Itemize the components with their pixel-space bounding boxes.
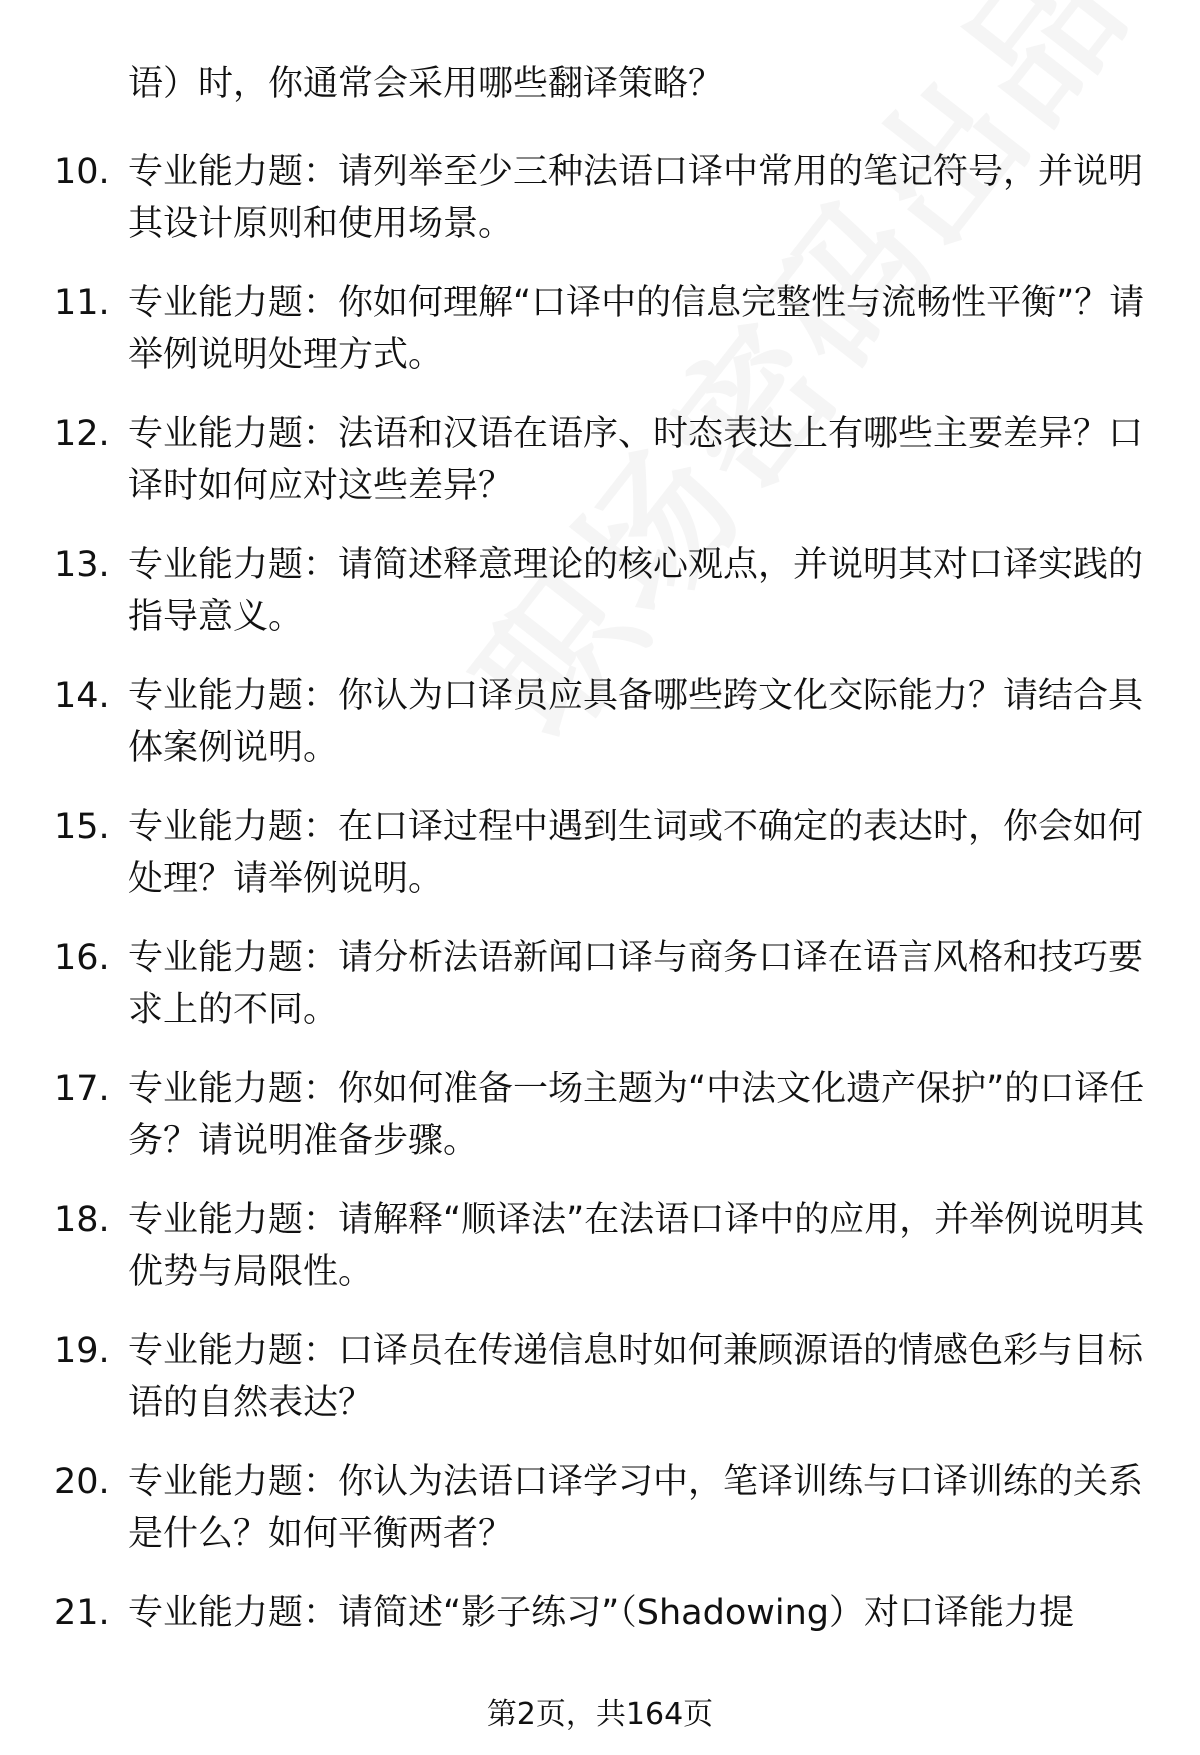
question-text: 专业能力题：你认为法语口译学习中，笔译训练与口译训练的关系是什么？如何平衡两者？ <box>128 1462 1144 1554</box>
question-number: 20. <box>54 1462 110 1502</box>
list-item <box>0 801 1200 932</box>
question-number: 18. <box>54 1200 110 1240</box>
question-number: 16. <box>54 938 110 978</box>
list-item <box>0 1194 1200 1325</box>
question-number: 11. <box>54 283 110 323</box>
question-number: 13. <box>54 545 110 585</box>
continued-question-text: 语）时，你通常会采用哪些翻译策略？ <box>128 64 724 104</box>
question-text: 专业能力题：口译员在传递信息时如何兼顾源语的情感色彩与目标语的自然表达？ <box>128 1331 1144 1423</box>
question-text: 专业能力题：请简述“影子练习”（Shadowing）对口译能力提 <box>128 1593 1074 1633</box>
question-text: 专业能力题：你如何理解“口译中的信息完整性与流畅性平衡”？请举例说明处理方式。 <box>128 283 1145 375</box>
page-footer: 第2页，共164页 <box>486 1697 714 1732</box>
question-number: 15. <box>54 807 110 847</box>
question-number: 14. <box>54 676 110 716</box>
question-text: 专业能力题：请解释“顺译法”在法语口译中的应用，并举例说明其优势与局限性。 <box>128 1200 1145 1292</box>
question-number: 19. <box>54 1331 110 1371</box>
list-item <box>0 539 1200 670</box>
question-text: 专业能力题：你认为口译员应具备哪些跨文化交际能力？请结合具体案例说明。 <box>128 676 1144 768</box>
list-item <box>0 670 1200 801</box>
list-item <box>0 932 1200 1063</box>
list-item <box>0 146 1200 277</box>
question-number: 10. <box>54 152 110 192</box>
question-number: 21. <box>54 1593 110 1633</box>
question-text: 专业能力题：请列举至少三种法语口译中常用的笔记符号，并说明其设计原则和使用场景。 <box>128 152 1144 244</box>
question-text: 专业能力题：法语和汉语在语序、时态表达上有哪些主要差异？口译时如何应对这些差异？ <box>128 414 1144 506</box>
list-item <box>0 277 1200 408</box>
list-item <box>0 408 1200 539</box>
list-item <box>0 1325 1200 1456</box>
question-number: 12. <box>54 414 110 454</box>
question-text: 专业能力题：请分析法语新闻口译与商务口译在语言风格和技巧要求上的不同。 <box>128 938 1144 1030</box>
question-text: 专业能力题：在口译过程中遇到生词或不确定的表达时，你会如何处理？请举例说明。 <box>128 807 1144 899</box>
question-list <box>0 146 1200 1718</box>
question-number: 17. <box>54 1069 110 1109</box>
question-text: 专业能力题：你如何准备一场主题为“中法文化遗产保护”的口译任务？请说明准备步骤。 <box>128 1069 1145 1161</box>
list-item <box>0 1063 1200 1194</box>
question-text: 专业能力题：请简述释意理论的核心观点，并说明其对口译实践的指导意义。 <box>128 545 1144 637</box>
list-item <box>0 1456 1200 1587</box>
